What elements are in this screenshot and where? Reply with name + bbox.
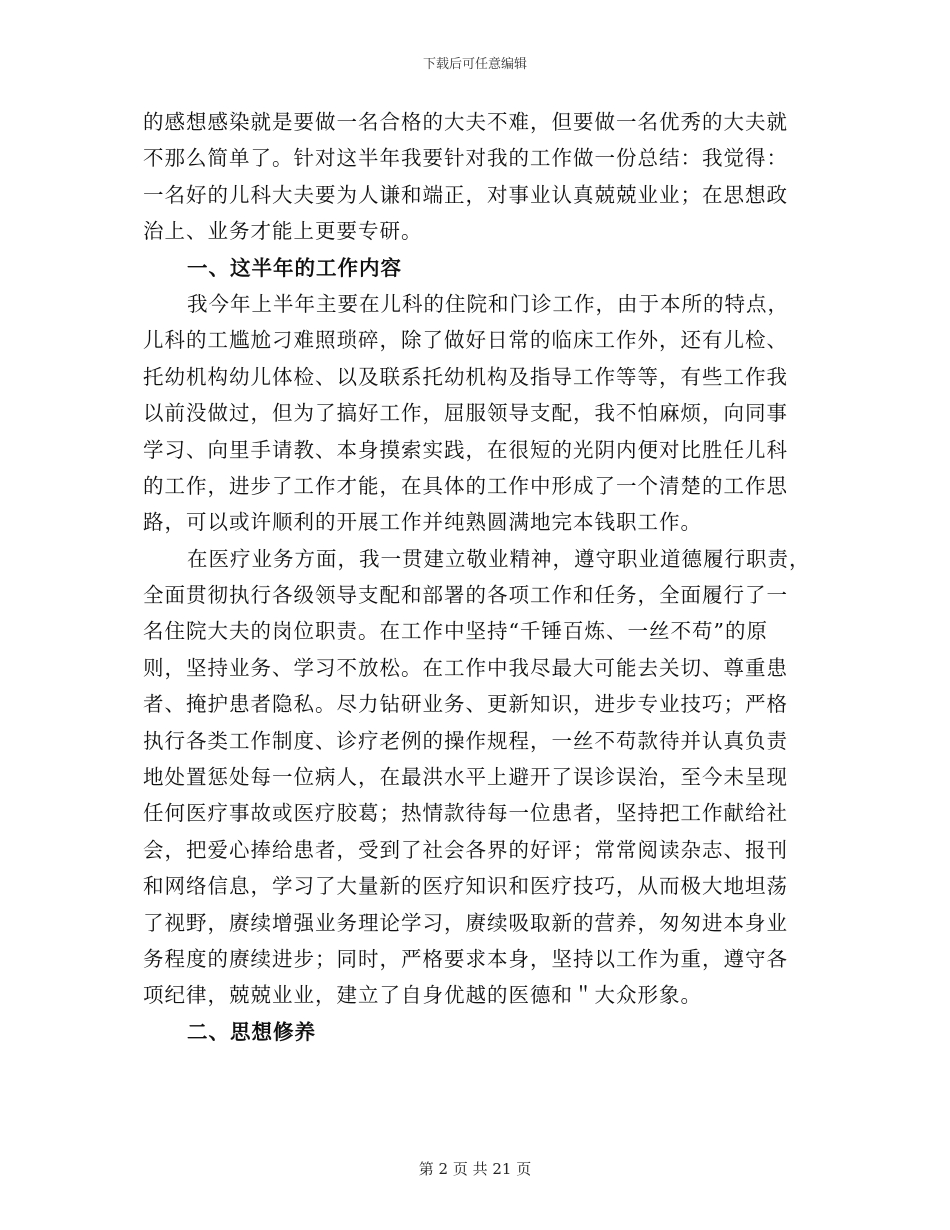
text-line: 名住院大夫的岗位职责。在工作中坚持“千锤百炼、一丝不苟”的原	[143, 619, 768, 644]
text-line: 以前没做过，但为了搞好工作，屈服领导支配，我不怕麻烦，向同事	[143, 401, 788, 426]
text-line: 会，把爱心捧给患者，受到了社会各界的好评；常常阅读杂志、报刊	[143, 837, 788, 862]
paragraph-work-content	[143, 286, 803, 541]
page-header: 下载后可任意编辑	[422, 57, 527, 72]
text-line: 我今年上半年主要在儿科的住院和门诊工作，由于本所的特点，	[187, 291, 789, 316]
text-line: 全面贯彻执行各级领导支配和部署的各项工作和任务，全面履行了一	[143, 583, 788, 608]
text-line: 了视野，赓续增强业务理论学习，赓续吸取新的营养，匆匆进本身业	[143, 910, 788, 935]
text-line: 儿科的工尴尬刁难照琐碎，除了做好日常的临床工作外，还有儿检、	[143, 328, 788, 353]
text-line: 执行各类工作制度、诊疗老例的操作规程，一丝不苟款待并认真负责	[143, 728, 788, 753]
text-line: 学习、向里手请教、本身摸索实践，在很短的光阴内便对比胜任儿科	[143, 437, 788, 462]
page-number: 第 2 页 共 21 页	[418, 1160, 532, 1178]
text-line: 者、掩护患者隐私。尽力钻研业务、更新知识，进步专业技巧；严格	[143, 692, 788, 717]
text-line: 和网络信息，学习了大量新的医疗知识和医疗技巧，从而极大地坦荡	[143, 874, 788, 899]
text-line: 的感想感染就是要做一名合格的大夫不难，但要做一名优秀的大夫就	[143, 110, 788, 134]
text-line: 路，可以或许顺利的开展工作并纯熟圆满地完本钱职工作。	[143, 510, 702, 535]
text-line: 不那么简单了。针对这半年我要针对我的工作做一份总结：我觉得：	[143, 146, 788, 171]
text-line: 治上、业务才能上更要专研。	[143, 219, 423, 244]
text-line: 任何医疗事故或医疗胶葛；热情款待每一位患者，坚持把工作献给社	[143, 801, 788, 826]
text-line: 一名好的儿科大夫要为人谦和端正，对事业认真兢兢业业；在思想政	[143, 182, 788, 207]
paragraph-medical-work	[143, 541, 811, 1014]
section-heading-1: 一、这半年的工作内容	[187, 255, 402, 280]
text-line: 托幼机构幼儿体检、以及联系托幼机构及指导工作等等，有些工作我	[143, 364, 788, 389]
text-line: 地处置惩处每一位病人，在最洪水平上避开了误诊误治，至今未呈现	[143, 765, 788, 790]
paragraph-intro	[143, 104, 803, 250]
text-line: 项纪律，兢兢业业，建立了自身优越的医德和＂大众形象。	[143, 983, 702, 1008]
section-heading-2: 二、思想修养	[187, 1019, 316, 1044]
text-line: 务程度的赓续进步；同时，严格要求本身，坚持以工作为重，遵守各	[143, 946, 788, 971]
document-body	[143, 104, 811, 1050]
text-line: 则，坚持业务、学习不放松。在工作中我尽最大可能去关切、尊重患	[143, 655, 788, 680]
text-line: 的工作，进步了工作才能，在具体的工作中形成了一个清楚的工作思	[143, 473, 788, 498]
text-line: 在医疗业务方面，我一贯建立敬业精神，遵守职业道德履行职责，	[187, 546, 811, 571]
